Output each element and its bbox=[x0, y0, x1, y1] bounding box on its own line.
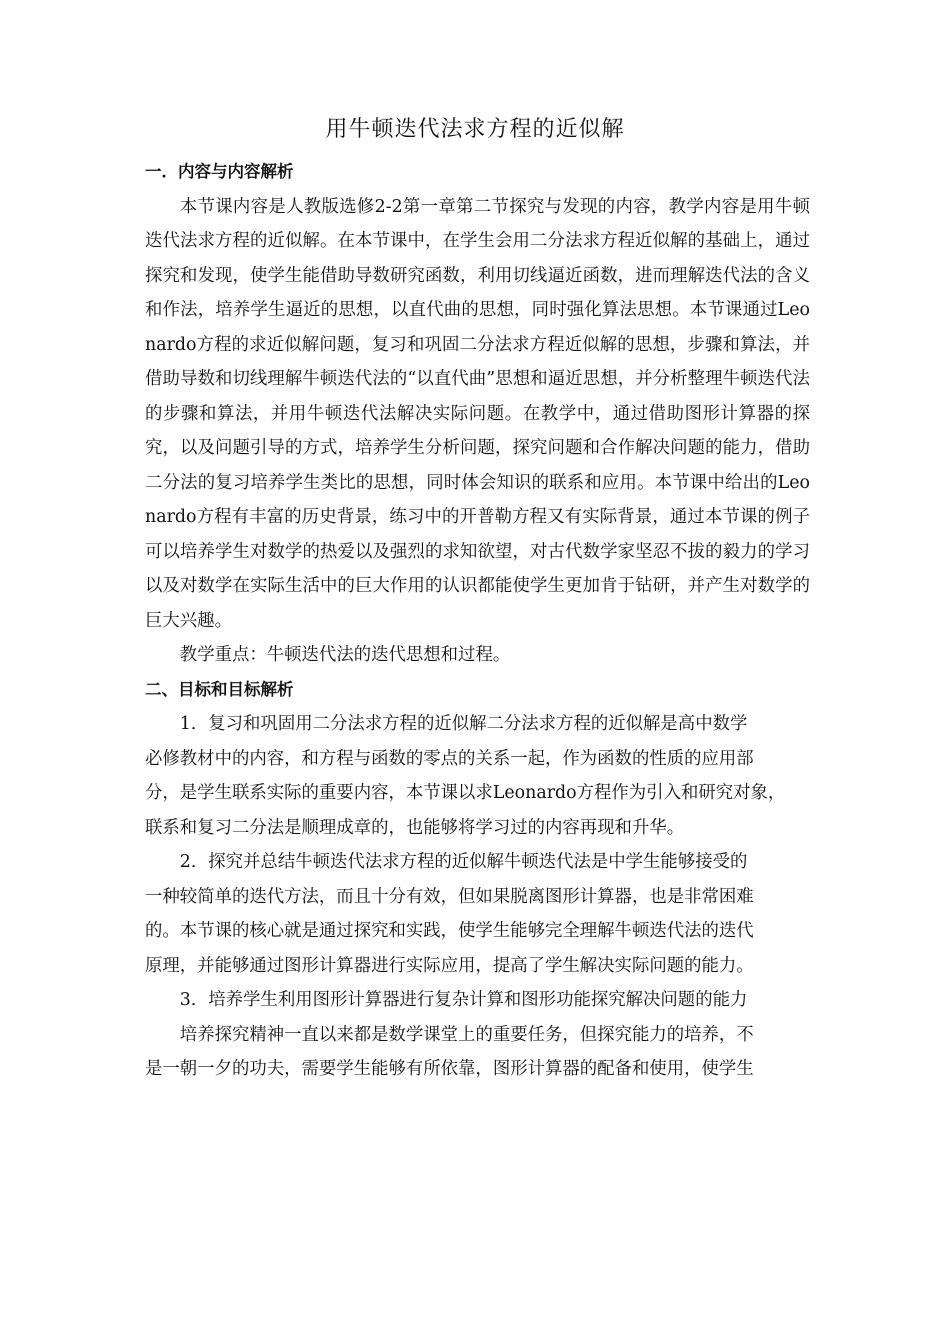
goal-item-2-line: 一种较简单的迭代方法，而且十分有效，但如果脱离图形计算器，也是非常困难 bbox=[145, 886, 754, 907]
goal-item-3-line: 是一朝一夕的功夫，需要学生能够有所依靠，图形计算器的配备和使用，使学生 bbox=[145, 1059, 754, 1079]
goal-item-2-line: 的。本节课的核心就是通过探究和实践，使学生能够完全理解牛顿迭代法的迭代 bbox=[145, 921, 754, 941]
content-analysis-paragraph: 本节课内容是人教版选修2-2第一章第二节探究与发现的内容，教学内容是用牛顿迭代法求方程的近似解。在本节课中，在学生会用二分法求方程近似解的基础上，通过探究和发现，使学生能借助导数研究函数，利用切线逼近函数，进而理解迭代法的含义和作法，培养学生逼近的思想，以直代曲的思想，同时强化算法思想。本节课通过Leonardo方程的求近似解问题，复习和巩固二分法求方程近似解的思想，步骤和算法，并借助导数和切线理解牛顿迭代法的“以直代曲”思想和逼近思想，并分析整理牛顿迭代法的步骤和算法，并用牛顿迭代法解决实际问题。在教学中，通过借助图形计算器的探究，以及问题引导的方式，培养学生分析问题，探究问题和合作解决问题的能力，借助二分法的复习培养学生类比的思想，同时体会知识的联系和应用。本节课中给出的Leonardo方程有丰富的历史背景，练习中的开普勒方程又有实际背景，通过本节课的例子可以培养学生对数学的热爱以及强烈的求知欲望，对古代数学家坚忍不拔的毅力的学习以及对数学在实际生活中的巨大作用的认识都能使学生更加肯于钻研，并产生对数学的巨大兴趣。 bbox=[145, 196, 810, 631]
goal-item-3-paragraph-head: 培养探究精神一直以来都是数学课堂上的重要任务，但探究能力的培养，不 bbox=[179, 1024, 754, 1045]
goal-item-1-head: 1．复习和巩固用二分法求方程的近似解二分法求方程的近似解是高中数学 bbox=[179, 714, 748, 734]
goal-item-3-head: 3．培养学生利用图形计算器进行复杂计算和图形功能探究解决问题的能力 bbox=[179, 990, 748, 1010]
section-heading-goals: 二、目标和目标解析 bbox=[145, 679, 294, 699]
goal-item-1-line: 分，是学生联系实际的重要内容，本节课以求Leonardo方程作为引入和研究对象， bbox=[145, 783, 786, 803]
goal-item-2-line: 原理，并能够通过图形计算器进行实际应用，提高了学生解决实际问题的能力。 bbox=[145, 955, 754, 976]
document-body bbox=[145, 155, 810, 1087]
goal-item-1-line: 联系和复习二分法是顺理成章的，也能够将学习过的内容再现和升华。 bbox=[145, 817, 685, 838]
goal-item-1-line: 必修教材中的内容，和方程与函数的零点的关系一起，作为函数的性质的应用部 bbox=[145, 748, 754, 769]
section-heading-content: 一．内容与内容解析 bbox=[145, 162, 294, 181]
teaching-key-point: 教学重点：牛顿迭代法的迭代思想和过程。 bbox=[179, 645, 511, 665]
document-title: 用牛顿迭代法求方程的近似解 bbox=[325, 117, 625, 142]
goal-item-2-head: 2．探究并总结牛顿迭代法求方程的近似解牛顿迭代法是中学生能够接受的 bbox=[179, 852, 748, 872]
